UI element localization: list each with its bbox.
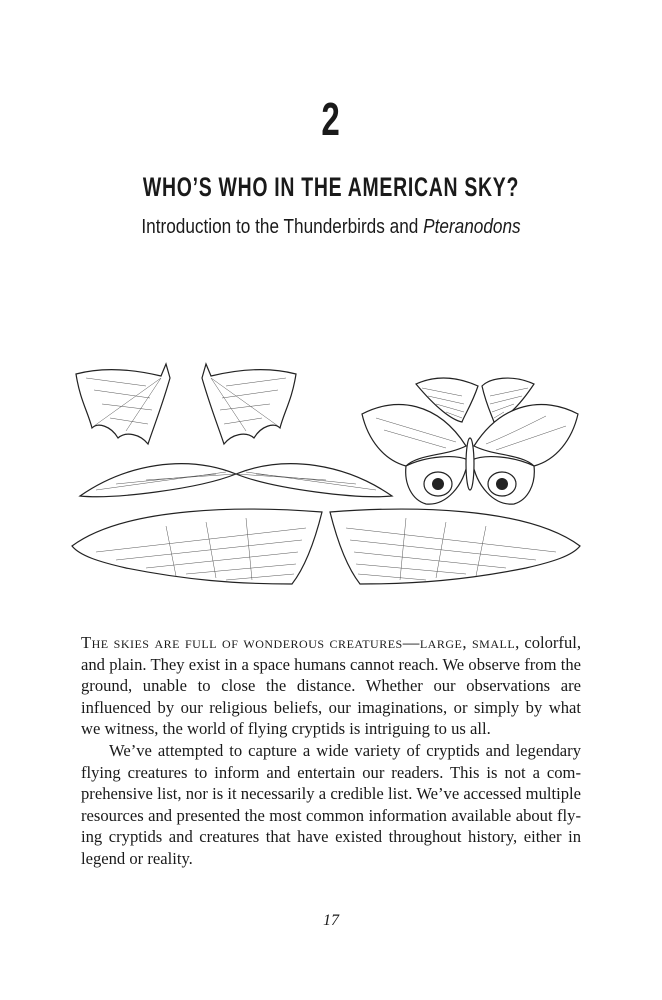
wings-illustration bbox=[66, 356, 586, 594]
large-feathered-wings-icon bbox=[72, 509, 580, 584]
chapter-subtitle bbox=[46, 216, 615, 239]
paragraph-1-rest: colorful, and plain. They exist in a space humans cannot reach. We observe from the ground, unable to close the distance. Whether our observations are influenced by our religious beliefs, our imaginations, or simply by what we witness, the world of flying cryptids is intriguing to us all. bbox=[81, 633, 582, 739]
chapter-number: 2 bbox=[321, 93, 341, 145]
chapter-title: WHO’S WHO IN THE AMERICAN SKY? bbox=[142, 172, 520, 202]
subtitle-italic: Pteranodons bbox=[423, 216, 521, 238]
paragraph-1 bbox=[81, 632, 581, 740]
bat-wings-icon bbox=[76, 364, 296, 444]
paragraph-1-lead: The skies are full of wonderous creatures—large, small, bbox=[81, 633, 520, 652]
pterosaur-wings-icon bbox=[80, 464, 392, 497]
paragraph-2: We’ve attempted to capture a wide variety of cryptids and legendary flying creatures to inform and entertain our readers. This is not a comprehensive list, nor is it necessarily a credible list. We’ve accessed multiple resources and presented the most common information available about flying cryptids and creatures that have existed throughout history, either in legend or reality. bbox=[81, 740, 581, 868]
body-text bbox=[81, 632, 581, 870]
page-number: 17 bbox=[323, 912, 339, 929]
subtitle-text: Introduction to the Thunderbirds and bbox=[141, 216, 424, 238]
moth-wings-icon bbox=[362, 405, 578, 505]
